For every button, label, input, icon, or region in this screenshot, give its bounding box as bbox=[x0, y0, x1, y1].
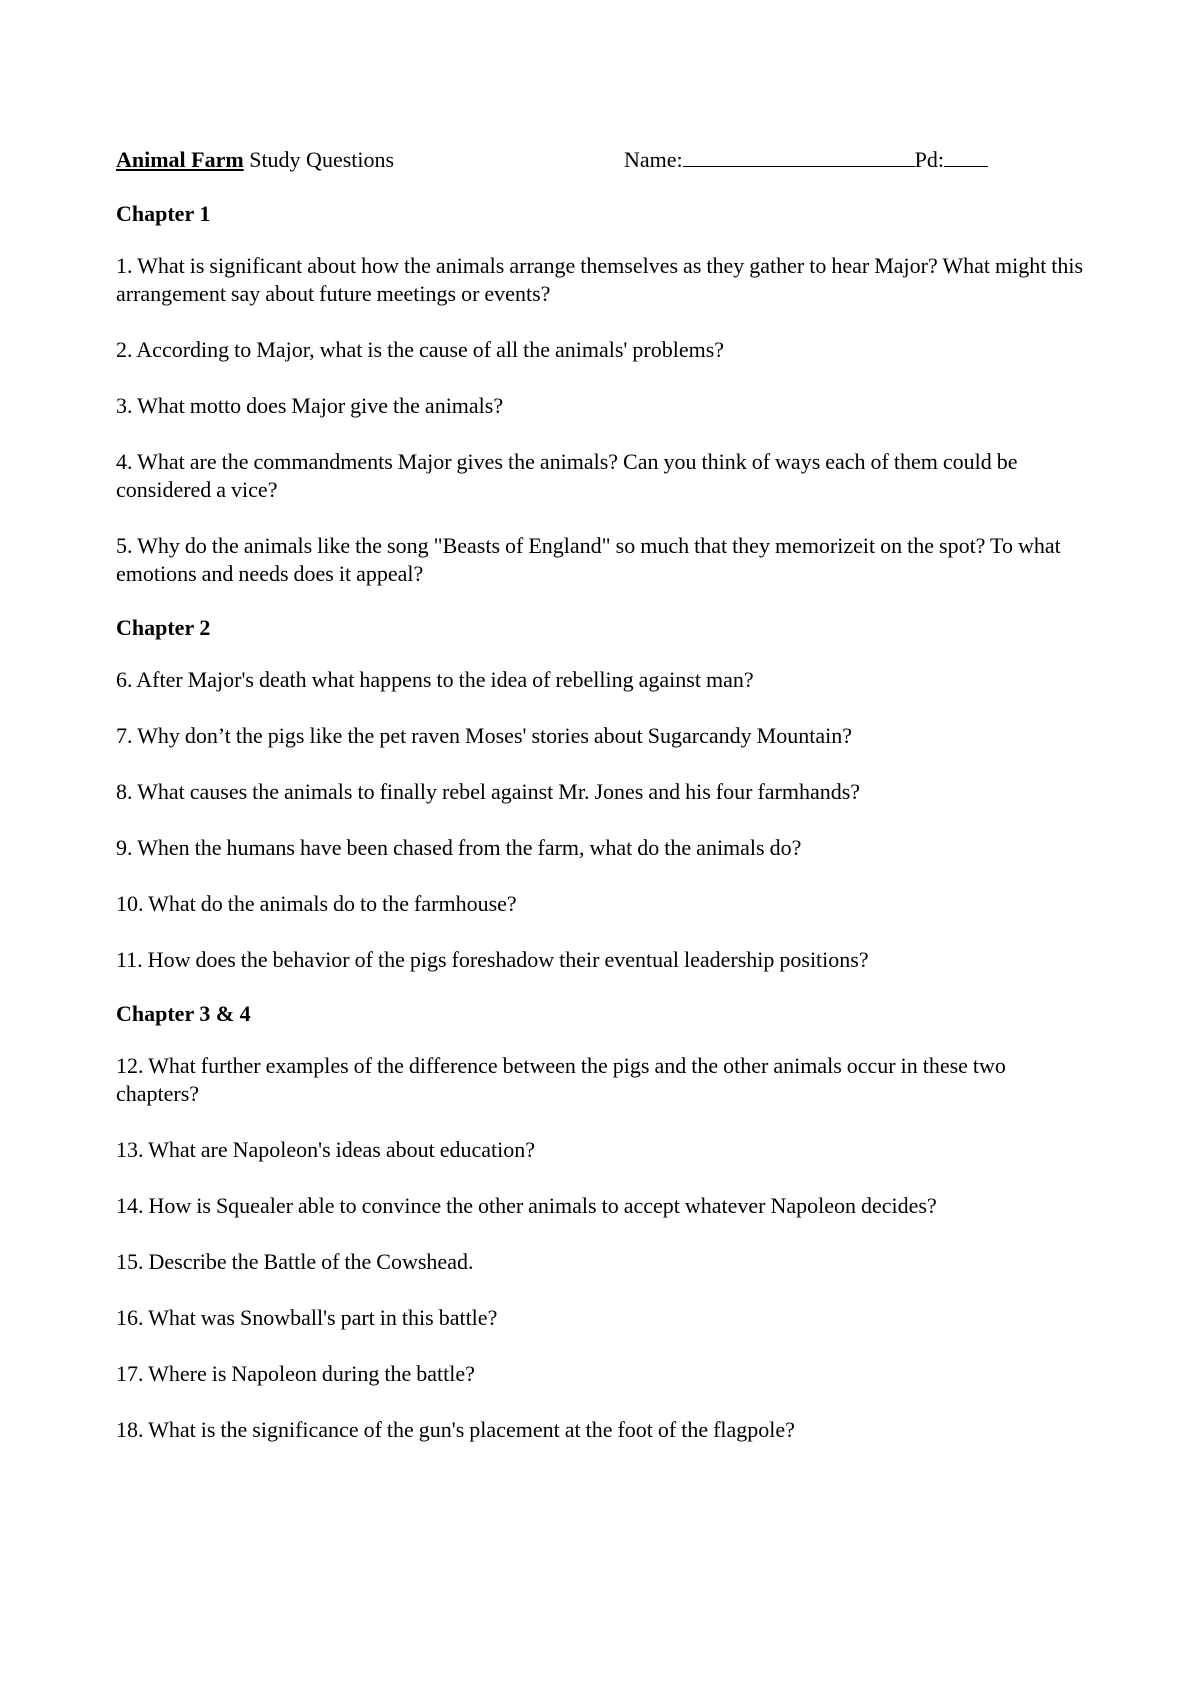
question-item: 8. What causes the animals to finally rebel against Mr. Jones and his four farmhands? bbox=[116, 779, 861, 804]
chapter-heading: Chapter 3 & 4 bbox=[116, 1001, 251, 1026]
question-item: 7. Why don’t the pigs like the pet raven Moses' stories about Sugarcandy Mountain? bbox=[116, 723, 852, 748]
question-item: 10. What do the animals do to the farmhouse? bbox=[116, 891, 517, 916]
name-label: Name: bbox=[624, 147, 683, 172]
question-item: 13. What are Napoleon's ideas about education? bbox=[116, 1137, 536, 1162]
name-period-fields bbox=[624, 145, 988, 175]
question-item: 3. What motto does Major give the animals? bbox=[116, 393, 504, 418]
question-item: 1. What is significant about how the animals arrange themselves as they gather to hear Major? What might this arrangement say about future meetings or events? bbox=[116, 253, 1084, 306]
chapter-heading: Chapter 1 bbox=[116, 201, 211, 226]
question-item: 6. After Major's death what happens to the idea of rebelling against man? bbox=[116, 667, 754, 692]
chapter-heading: Chapter 2 bbox=[116, 615, 211, 640]
question-item: 11. How does the behavior of the pigs foreshadow their eventual leadership positions? bbox=[116, 947, 869, 972]
question-item: 9. When the humans have been chased from the farm, what do the animals do? bbox=[116, 835, 802, 860]
book-title: Animal Farm bbox=[116, 147, 244, 172]
questions-content bbox=[116, 200, 1086, 1472]
question-item: 16. What was Snowball's part in this battle? bbox=[116, 1305, 498, 1330]
period-blank[interactable] bbox=[944, 146, 988, 167]
question-item: 5. Why do the animals like the song "Beasts of England" so much that they memorizeit on the spot? To what emotions and needs does it appeal? bbox=[116, 533, 1061, 586]
question-item: 17. Where is Napoleon during the battle? bbox=[116, 1361, 475, 1386]
question-item: 12. What further examples of the difference between the pigs and the other animals occur in these two chapters? bbox=[116, 1053, 1006, 1106]
question-item: 14. How is Squealer able to convince the other animals to accept whatever Napoleon decides? bbox=[116, 1193, 937, 1218]
question-item: 2. According to Major, what is the cause of all the animals' problems? bbox=[116, 337, 725, 362]
name-blank[interactable] bbox=[683, 146, 915, 167]
period-label: Pd: bbox=[914, 147, 945, 172]
title-suffix: Study Questions bbox=[243, 147, 395, 172]
question-item: 4. What are the commandments Major gives the animals? Can you think of ways each of them could be considered a vice? bbox=[116, 449, 1018, 502]
question-item: 18. What is the significance of the gun's placement at the foot of the flagpole? bbox=[116, 1417, 795, 1442]
question-item: 15. Describe the Battle of the Cowshead. bbox=[116, 1249, 474, 1274]
worksheet-header bbox=[116, 145, 1016, 175]
